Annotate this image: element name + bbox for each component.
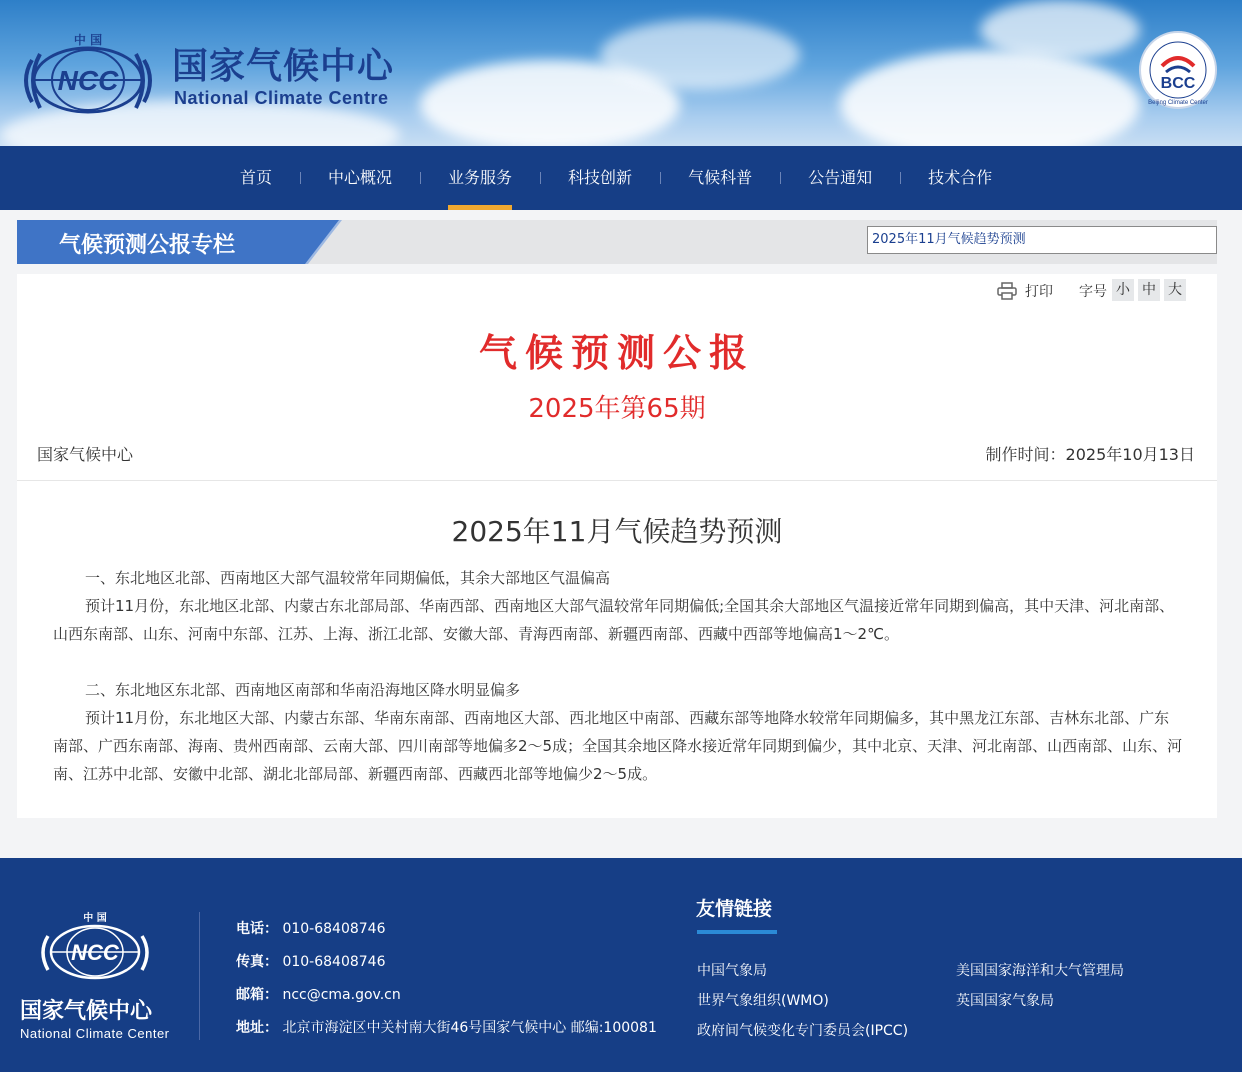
footer-divider <box>199 912 200 1040</box>
bulletin-issue: 2025年第65期 <box>528 394 706 424</box>
header-banner <box>0 0 1242 146</box>
site-title-cn: 国家气候中心 <box>172 46 395 87</box>
main-nav <box>0 146 1242 210</box>
nav-item-about[interactable]: 中心概况 <box>300 146 420 210</box>
nav-item-notices[interactable]: 公告通知 <box>780 146 900 210</box>
footer-logo-top-text: 中 国 <box>83 913 107 924</box>
bulletin-card <box>17 274 1217 818</box>
section2-body: 预计11月份，东北地区大部、内蒙古东部、华南东南部、西南地区大部、西北地区中南部、西藏东部等地降水较常年同期偏多，其中黑龙江东部、吉林东北部、广东南部、广西东南部、海南、贵州西南部、云南大部、四川南部等地偏多2～5成；全国其余地区降水接近常年同期到偏少，其中北京、天津、河北南部、山西南部、山东、河南、江苏中北部、安徽中北部、湖北北部局部、新疆西南部、西藏西北部等地偏少2～5成。 <box>53 709 1183 783</box>
ncc-logo-text: NCC <box>57 65 119 96</box>
link-cma[interactable]: 中国气象局 <box>697 963 767 979</box>
column-title: 气候预测公报专栏 <box>59 233 236 258</box>
footer <box>0 858 1242 1072</box>
banner-cloud <box>840 50 1140 146</box>
footer-fax <box>236 951 385 971</box>
fontsize-label: 字号 <box>1079 284 1107 300</box>
phone-value: 010-68408746 <box>282 921 386 937</box>
print-label: 打印 <box>1025 284 1053 300</box>
bulletin-made-time: 制作时间：2025年10月13日 <box>985 445 1195 464</box>
bulletin-issuer: 国家气候中心 <box>37 445 134 464</box>
nav-item-cooperation[interactable]: 技术合作 <box>900 146 1020 210</box>
email-label: 邮箱： <box>236 987 278 1003</box>
site-title-en: National Climate Centre <box>174 88 389 108</box>
ncc-logo[interactable] <box>18 30 158 120</box>
bcc-logo[interactable] <box>1138 30 1218 110</box>
links-underline <box>697 930 777 934</box>
link-ipcc[interactable]: 政府间气候变化专门委员会(IPCC) <box>697 1023 909 1039</box>
nav-item-home[interactable]: 首页 <box>240 168 273 187</box>
section1-heading: 一、东北地区北部、西南地区大部气温较常年同期偏低，其余大部地区气温偏高 <box>85 569 611 587</box>
footer-phone <box>236 918 385 938</box>
fax-label: 传真： <box>236 954 278 970</box>
phone-label: 电话： <box>236 921 278 937</box>
footer-name-en: National Climate Center <box>20 1026 170 1041</box>
banner-cloud <box>980 0 1140 60</box>
address-label: 地址： <box>236 1020 278 1036</box>
print-button[interactable] <box>997 280 1053 302</box>
nav-item-science[interactable]: 气候科普 <box>660 146 780 210</box>
bulletin-title: 气候预测公报 <box>478 331 755 375</box>
footer-logo-text: NCC <box>71 940 119 965</box>
article-title: 2025年11月气候趋势预测 <box>451 515 783 548</box>
bulletin-select[interactable]: 2025年11月气候趋势预测 <box>867 226 1217 254</box>
column-bar <box>17 220 1217 264</box>
banner-cloud <box>600 20 800 90</box>
link-metoffice[interactable]: 英国国家气象局 <box>956 993 1054 1009</box>
printer-icon <box>997 282 1017 300</box>
section1-body: 预计11月份，东北地区北部、内蒙古东北部局部、华南西部、西南地区大部气温较常年同期偏低;全国其余大部地区气温接近常年同期到偏高，其中天津、河北南部、山西东南部、山东、河南中东部、江苏、上海、浙江北部、安徽大部、青海西南部、新疆西南部、西藏中西部等地偏高1～2℃。 <box>53 597 1175 643</box>
fontsize-large-button[interactable]: 大 <box>1164 279 1186 301</box>
divider <box>17 480 1217 481</box>
bcc-logo-ring-text: Beijing Climate Center <box>1148 100 1208 106</box>
bcc-logo-text: BCC <box>1160 75 1196 92</box>
ncc-logo-top-text: 中 国 <box>73 33 103 47</box>
fontsize-medium-button[interactable]: 中 <box>1138 279 1160 301</box>
footer-logo <box>36 910 154 984</box>
footer-email <box>236 984 401 1004</box>
nav-item-services[interactable]: 业务服务 <box>420 146 540 210</box>
footer-name-cn: 国家气候中心 <box>20 999 153 1024</box>
address-value: 北京市海淀区中关村南大街46号国家气候中心 邮编:100081 <box>282 1020 657 1036</box>
fontsize-small-button[interactable]: 小 <box>1112 279 1134 301</box>
section2-heading: 二、东北地区东北部、西南地区南部和华南沿海地区降水明显偏多 <box>85 681 521 699</box>
nav-item-innovation[interactable]: 科技创新 <box>540 146 660 210</box>
fax-value: 010-68408746 <box>282 954 386 970</box>
links-title: 友情链接 <box>696 898 773 920</box>
link-noaa[interactable]: 美国国家海洋和大气管理局 <box>956 963 1124 979</box>
footer-address <box>236 1017 657 1037</box>
email-value[interactable]: ncc@cma.gov.cn <box>282 987 401 1003</box>
link-wmo[interactable]: 世界气象组织(WMO) <box>697 993 829 1009</box>
